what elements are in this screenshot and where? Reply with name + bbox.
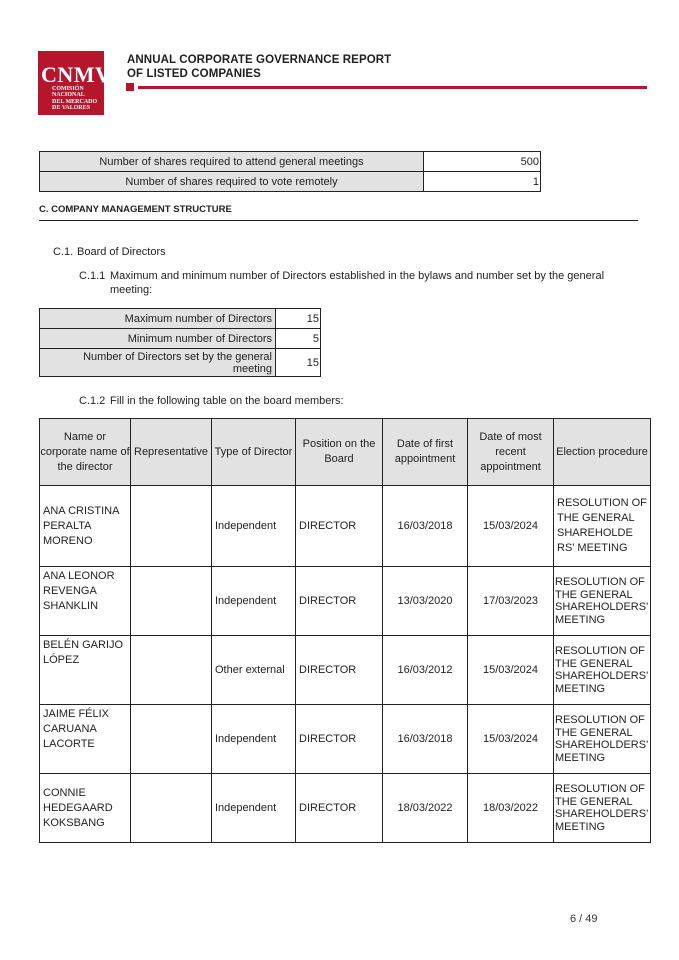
- election-procedure: RESOLUTION OF THE GENERAL SHAREHOLDERS' MEETING: [554, 705, 651, 774]
- director-position: DIRECTOR: [296, 567, 383, 636]
- director-position: DIRECTOR: [296, 705, 383, 774]
- subsection-title: Board of Directors: [77, 246, 166, 258]
- column-header-election: Election procedure: [554, 419, 651, 486]
- director-name: ANA LEONOR REVENGA SHANKLIN: [40, 567, 131, 636]
- table-row: [40, 774, 651, 843]
- table-row: [40, 309, 321, 329]
- column-header-first-appointment: Date of first appointment: [383, 419, 468, 486]
- column-header-recent-appointment: Date of most recent appointment: [468, 419, 554, 486]
- first-appointment: 18/03/2022: [383, 774, 468, 843]
- shares-label: Number of shares required to attend general meetings: [40, 152, 424, 172]
- director-position: DIRECTOR: [296, 636, 383, 705]
- table-row: [40, 567, 651, 636]
- column-header-representative: Representative: [131, 419, 212, 486]
- election-procedure: RESOLUTION OF THE GENERAL SHAREHOLDERS' MEETING: [554, 636, 651, 705]
- table-row: [40, 705, 651, 774]
- director-type: Independent: [212, 705, 296, 774]
- election-procedure: RESOLUTION OF THE GENERAL SHAREHOLDERS' MEETING: [554, 567, 651, 636]
- first-appointment: 16/03/2018: [383, 705, 468, 774]
- first-appointment: 16/03/2018: [383, 486, 468, 567]
- subsection-c1-2: [79, 395, 344, 407]
- table-row: [40, 172, 541, 192]
- director-type: Independent: [212, 774, 296, 843]
- subsection-c1: [53, 246, 166, 258]
- directors-label: Maximum number of Directors: [40, 309, 276, 329]
- director-representative: [131, 486, 212, 567]
- logo-subtitle: COMISIÓN NACIONAL DEL MERCADO DE VALORES: [52, 86, 98, 111]
- director-representative: [131, 636, 212, 705]
- shares-table: [39, 151, 541, 192]
- director-name: ANA CRISTINA PERALTA MORENO: [40, 486, 131, 567]
- election-procedure: RESOLUTION OF THE GENERAL SHAREHOLDERS' MEETING: [554, 774, 651, 843]
- recent-appointment: 15/03/2024: [468, 636, 554, 705]
- directors-label: Number of Directors set by the general meeting: [40, 349, 276, 377]
- first-appointment: 13/03/2020: [383, 567, 468, 636]
- header-rule: [138, 86, 647, 89]
- director-type: Independent: [212, 486, 296, 567]
- director-position: DIRECTOR: [296, 774, 383, 843]
- column-header-type: Type of Director: [212, 419, 296, 486]
- directors-value: 15: [276, 309, 321, 329]
- directors-number-table: [39, 308, 321, 377]
- shares-value: 500: [424, 152, 541, 172]
- table-row: [40, 329, 321, 349]
- director-representative: [131, 705, 212, 774]
- director-name: CONNIE HEDEGAARD KOKSBANG: [40, 774, 131, 843]
- subsection-title: Fill in the following table on the board members:: [110, 395, 344, 407]
- first-appointment: 16/03/2012: [383, 636, 468, 705]
- column-header-name: Name or corporate name of the director: [40, 419, 131, 486]
- directors-label: Minimum number of Directors: [40, 329, 276, 349]
- header-accent-square: [126, 83, 134, 91]
- director-type: Independent: [212, 567, 296, 636]
- subsection-title: Maximum and minimum number of Directors established in the bylaws and number set by the general meeting:: [110, 270, 605, 296]
- subsection-number: C.1.2: [79, 395, 106, 407]
- director-type: Other external: [212, 636, 296, 705]
- director-position: DIRECTOR: [296, 486, 383, 567]
- section-title: C. COMPANY MANAGEMENT STRUCTURE: [39, 204, 232, 215]
- recent-appointment: 18/03/2022: [468, 774, 554, 843]
- director-name: BELÉN GARIJO LÓPEZ: [40, 636, 131, 705]
- director-representative: [131, 567, 212, 636]
- directors-value: 15: [276, 349, 321, 377]
- board-members-table: [39, 418, 651, 843]
- table-row: [40, 486, 651, 567]
- director-name: JAIME FÉLIX CARUANA LACORTE: [40, 705, 131, 774]
- section-rule: [39, 220, 638, 221]
- directors-value: 5: [276, 329, 321, 349]
- shares-value: 1: [424, 172, 541, 192]
- page-number: 6 / 49: [570, 913, 598, 925]
- recent-appointment: 15/03/2024: [468, 705, 554, 774]
- subsection-number: C.1.: [53, 246, 74, 258]
- cnmv-logo: [38, 51, 112, 115]
- table-row: [40, 636, 651, 705]
- table-row: [40, 152, 541, 172]
- subsection-c1-1: [79, 269, 619, 297]
- table-header-row: [40, 419, 651, 486]
- recent-appointment: 15/03/2024: [468, 486, 554, 567]
- logo-acronym: CNMV: [41, 62, 112, 87]
- director-representative: [131, 774, 212, 843]
- column-header-position: Position on the Board: [296, 419, 383, 486]
- report-title: ANNUAL CORPORATE GOVERNANCE REPORT OF LISTED COMPANIES: [127, 54, 392, 80]
- election-procedure: RESOLUTION OF THE GENERAL SHAREHOLDE RS' MEETING: [554, 486, 651, 567]
- table-row: [40, 349, 321, 377]
- subsection-number: C.1.1: [79, 270, 106, 282]
- recent-appointment: 17/03/2023: [468, 567, 554, 636]
- shares-label: Number of shares required to vote remotely: [40, 172, 424, 192]
